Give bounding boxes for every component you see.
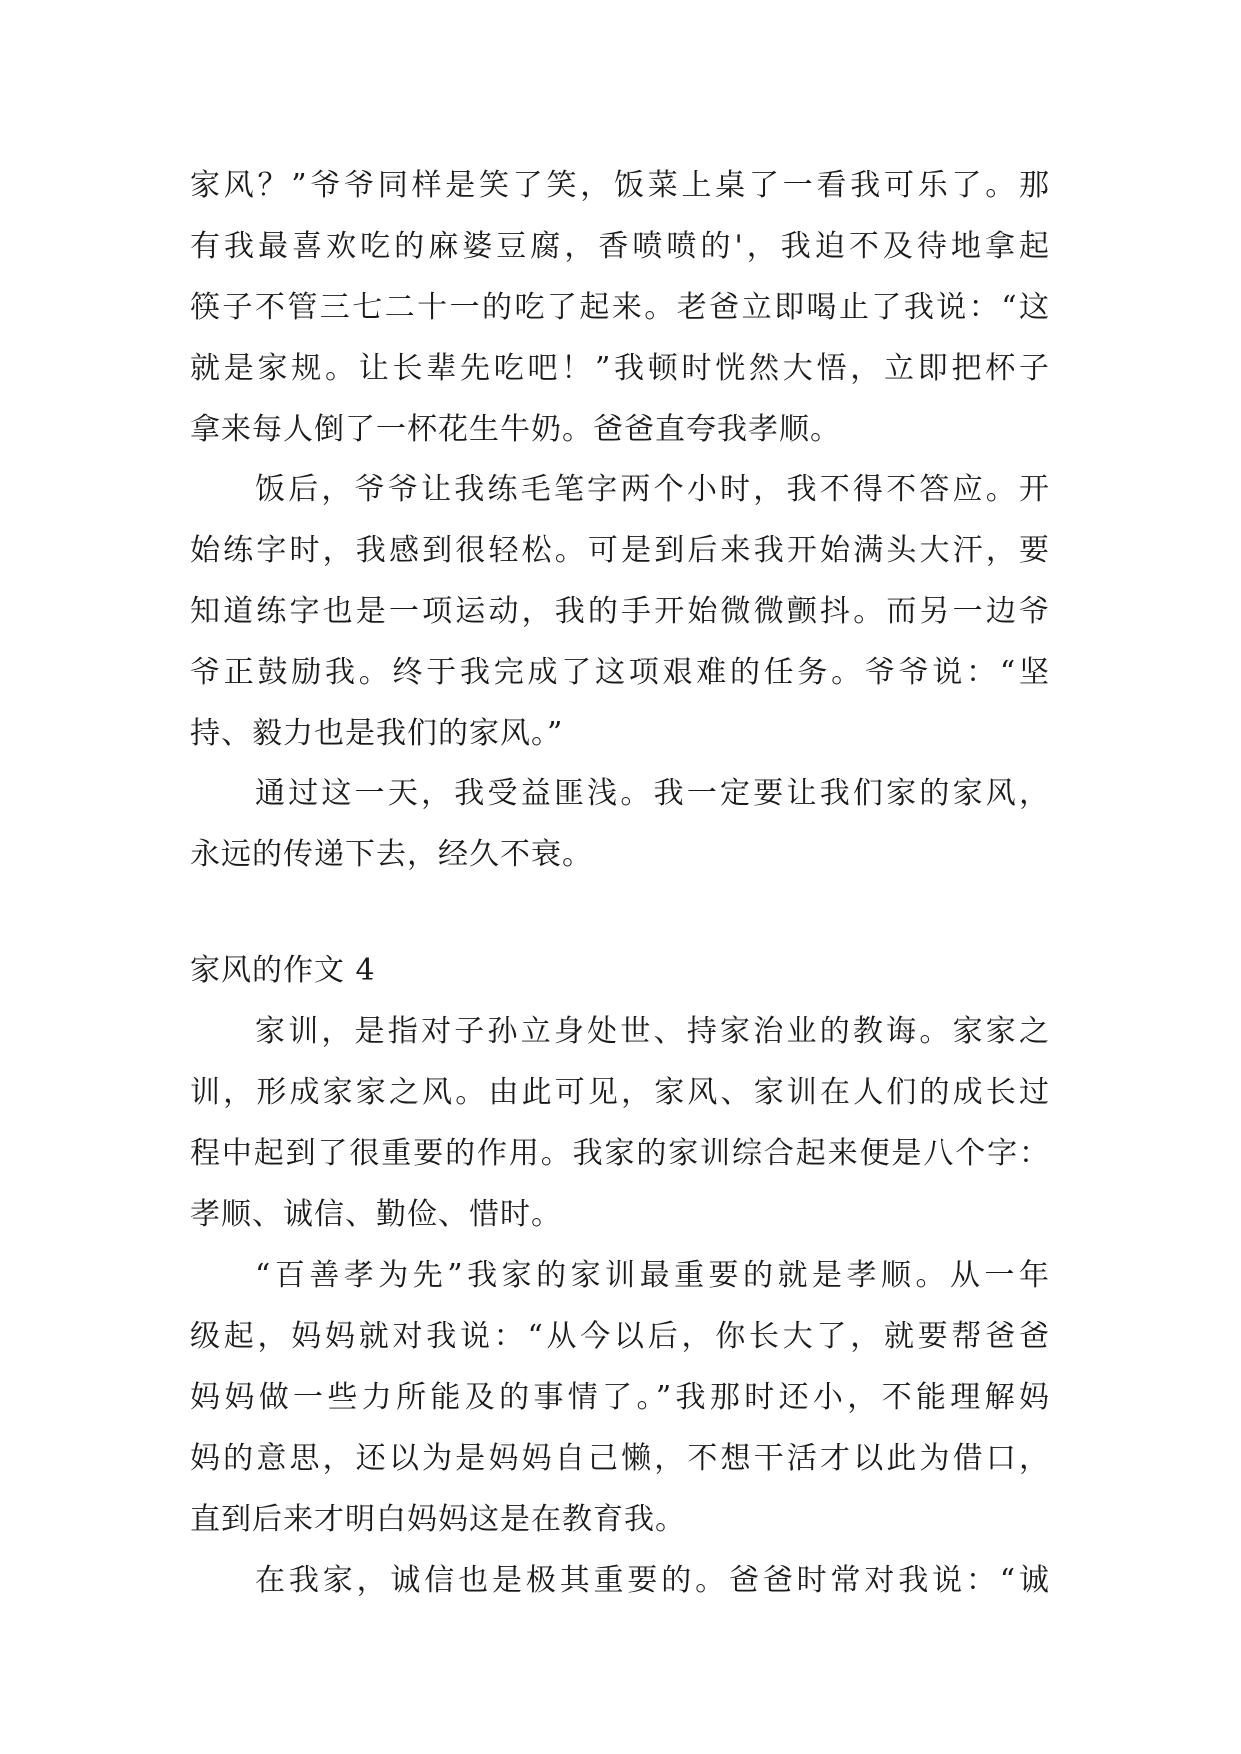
text-line: 家风？”爷爷同样是笑了笑，饭菜上桌了一看我可乐了。那: [190, 168, 1050, 203]
text-line: 始练字时，我感到很轻松。可是到后来我开始满头大汗，要: [190, 533, 1050, 568]
paragraph-first-line: 通过这一天，我受益匪浅。我一定要让我们家的家风，: [255, 776, 1050, 811]
text-line: 永远的传递下去，经久不衰。: [190, 837, 593, 872]
text-line: 妈妈做一些力所能及的事情了。”我那时还小，不能理解妈: [190, 1380, 1050, 1415]
paragraph-first-line: “百善孝为先”我家的家训最重要的就是孝顺。从一年: [255, 1258, 1050, 1293]
paragraph-first-line: 饭后，爷爷让我练毛笔字两个小时，我不得不答应。开: [255, 472, 1050, 507]
text-line: 拿来每人倒了一杯花生牛奶。爸爸直夸我孝顺。: [190, 412, 841, 447]
text-line: 爷正鼓励我。终于我完成了这项艰难的任务。爷爷说：“坚: [190, 655, 1050, 690]
text-line: 知道练字也是一项运动，我的手开始微微颤抖。而另一边爷: [190, 594, 1050, 629]
text-line: 就是家规。让长辈先吃吧！”我顿时恍然大悟，立即把杯子: [190, 351, 1050, 386]
text-line: 程中起到了很重要的作用。我家的家训综合起来便是八个字：: [190, 1136, 1050, 1171]
text-line: 孝顺、诚信、勤俭、惜时。: [190, 1197, 562, 1232]
text-line: 筷子不管三七二十一的吃了起来。老爸立即喝止了我说：“这: [190, 290, 1050, 325]
paragraph-first-line: 家训，是指对子孙立身处世、持家治业的教诲。家家之: [255, 1014, 1050, 1049]
paragraph-first-line: 在我家，诚信也是极其重要的。爸爸时常对我说：“诚: [255, 1563, 1050, 1598]
text-line: 持、毅力也是我们的家风。”: [190, 716, 564, 751]
text-line: 直到后来才明白妈妈这是在教育我。: [190, 1502, 686, 1537]
section-heading: 家风的作文 4: [190, 953, 376, 988]
text-line: 级起，妈妈就对我说：“从今以后，你长大了，就要帮爸爸: [190, 1319, 1050, 1354]
text-line: 有我最喜欢吃的麻婆豆腐，香喷喷的'，我迫不及待地拿起: [190, 229, 1050, 264]
text-line: 妈的意思，还以为是妈妈自己懒，不想干活才以此为借口，: [190, 1441, 1050, 1476]
text-line: 训，形成家家之风。由此可见，家风、家训在人们的成长过: [190, 1075, 1050, 1110]
